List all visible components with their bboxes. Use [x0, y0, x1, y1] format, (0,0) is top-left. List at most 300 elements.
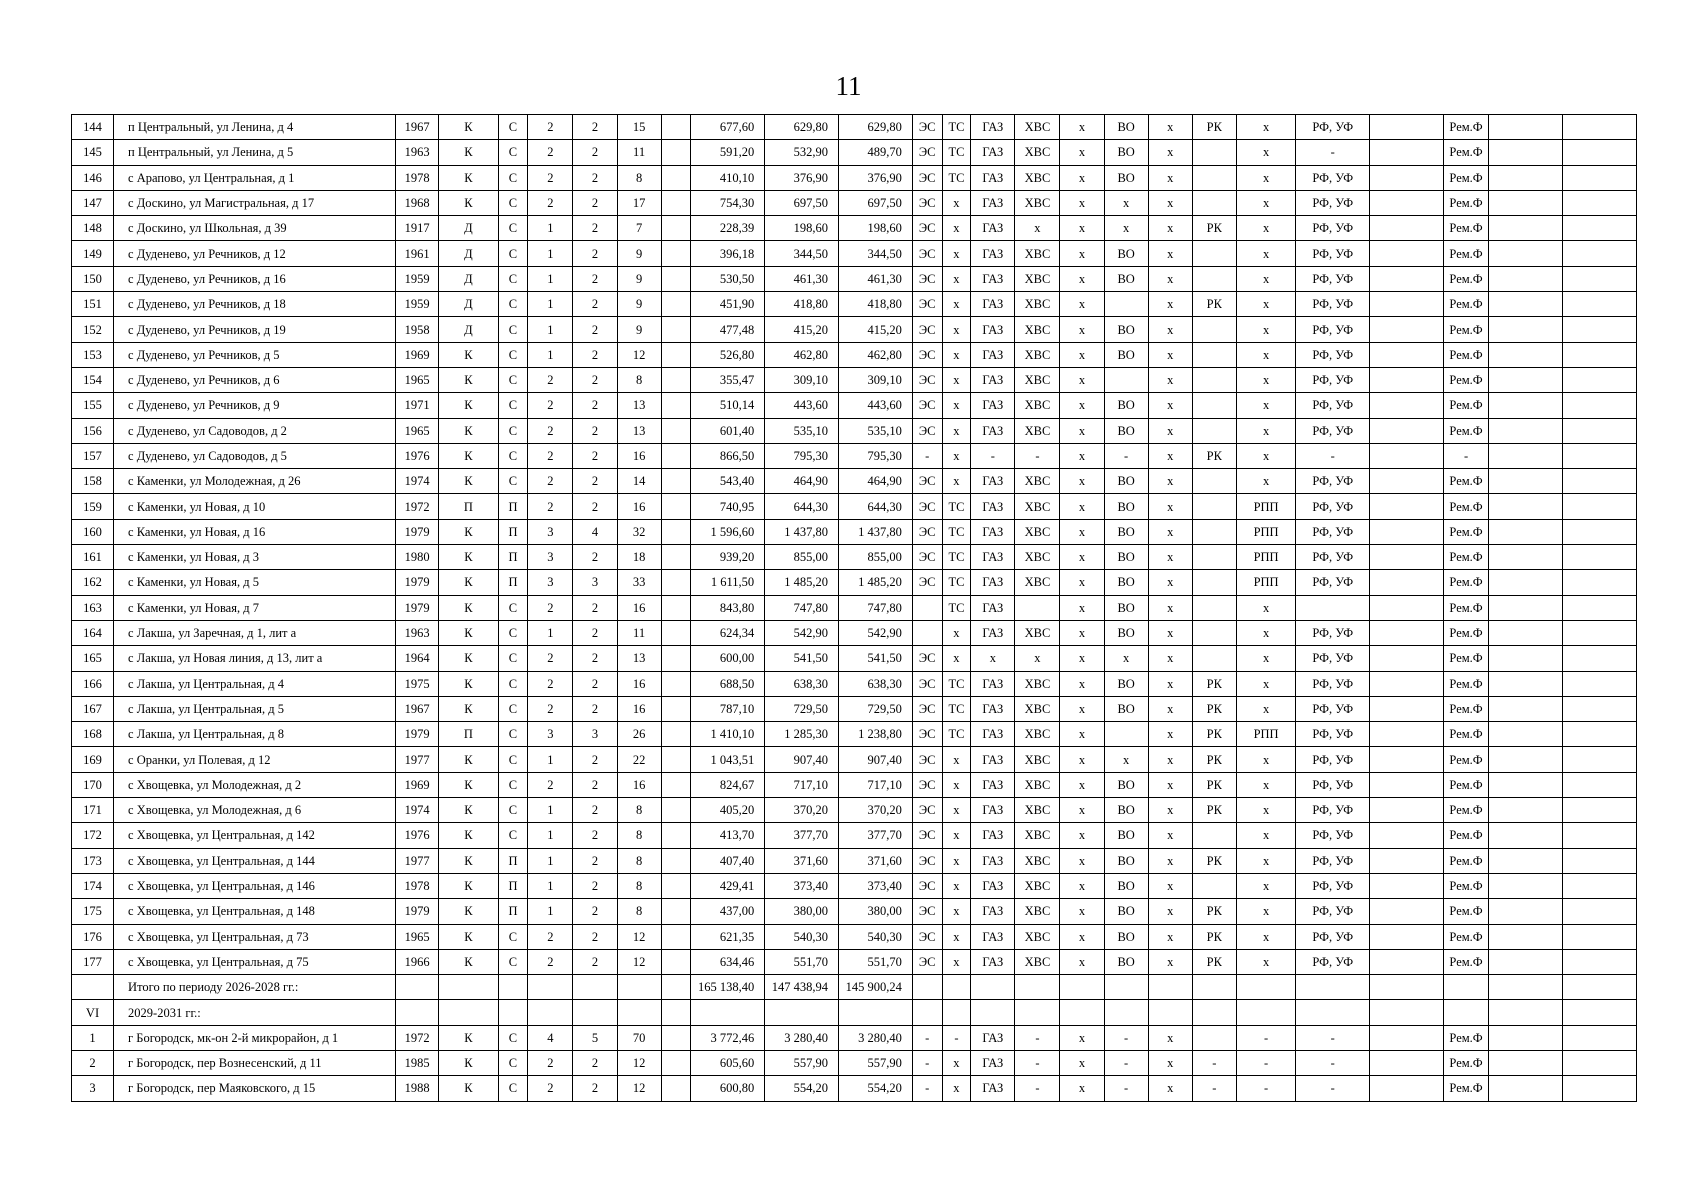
table-cell: ХВС	[1015, 418, 1060, 443]
table-cell	[661, 848, 691, 873]
table-cell: П	[498, 899, 528, 924]
table-cell: х	[1060, 266, 1104, 291]
table-cell: 309,10	[839, 367, 913, 392]
table-cell: Д	[439, 292, 498, 317]
table-cell: РФ, УФ	[1296, 873, 1370, 898]
table-cell	[528, 975, 573, 1000]
table-cell: ЭС	[912, 646, 942, 671]
table-cell: ТС	[942, 545, 971, 570]
table-cell: К	[439, 165, 498, 190]
address-cell: п Центральный, ул Ленина, д 5	[114, 140, 396, 165]
table-cell: ЭС	[912, 494, 942, 519]
table-cell: Рем.Ф	[1443, 620, 1488, 645]
table-cell: К	[439, 899, 498, 924]
table-cell: х	[1236, 772, 1295, 797]
address-cell: с Дуденево, ул Речников, д 16	[114, 266, 396, 291]
table-cell: РК	[1192, 798, 1236, 823]
table-cell	[1489, 545, 1563, 570]
table-cell	[1562, 190, 1636, 215]
table-cell	[765, 1000, 839, 1025]
row-number-cell: 162	[72, 570, 114, 595]
address-cell: с Каменки, ул Новая, д 10	[114, 494, 396, 519]
table-cell	[661, 241, 691, 266]
table-cell: К	[439, 595, 498, 620]
table-cell: ХВС	[1015, 747, 1060, 772]
table-cell: ВО	[1104, 165, 1148, 190]
table-cell: 2	[573, 620, 617, 645]
table-cell: Рем.Ф	[1443, 646, 1488, 671]
table-cell: 3	[573, 722, 617, 747]
table-cell	[1370, 469, 1444, 494]
table-cell: х	[1236, 190, 1295, 215]
table-cell: -	[1015, 1050, 1060, 1075]
table-cell: х	[942, 899, 971, 924]
table-row	[72, 342, 1637, 367]
table-cell: х	[1060, 545, 1104, 570]
table-cell: 12	[617, 949, 661, 974]
table-cell: х	[1060, 924, 1104, 949]
table-cell: 824,67	[691, 772, 765, 797]
table-cell: Рем.Ф	[1443, 899, 1488, 924]
table-cell: Рем.Ф	[1443, 595, 1488, 620]
table-cell: ВО	[1104, 696, 1148, 721]
table-cell: ТС	[942, 595, 971, 620]
table-cell: 451,90	[691, 292, 765, 317]
address-cell: с Хвощевка, ул Центральная, д 73	[114, 924, 396, 949]
table-cell: 2	[573, 747, 617, 772]
table-cell: 405,20	[691, 798, 765, 823]
table-cell: 866,50	[691, 443, 765, 468]
table-cell	[1370, 873, 1444, 898]
table-cell	[1489, 317, 1563, 342]
row-number-cell: 148	[72, 216, 114, 241]
table-cell: С	[498, 949, 528, 974]
table-cell: РФ, УФ	[1296, 823, 1370, 848]
address-cell: с Дуденево, ул Речников, д 12	[114, 241, 396, 266]
table-row	[72, 595, 1637, 620]
table-cell: С	[498, 393, 528, 418]
table-cell: 16	[617, 671, 661, 696]
table-cell: 2	[573, 317, 617, 342]
table-cell	[661, 216, 691, 241]
table-cell: Рем.Ф	[1443, 1050, 1488, 1075]
table-cell	[661, 798, 691, 823]
table-cell: х	[1236, 848, 1295, 873]
table-cell: Рем.Ф	[1443, 671, 1488, 696]
table-cell	[439, 1000, 498, 1025]
table-cell	[1562, 873, 1636, 898]
table-cell: -	[1236, 1025, 1295, 1050]
table-cell: ЭС	[912, 241, 942, 266]
table-cell: 535,10	[765, 418, 839, 443]
table-cell: ЭС	[912, 519, 942, 544]
table-cell: Рем.Ф	[1443, 924, 1488, 949]
table-cell: 591,20	[691, 140, 765, 165]
table-cell: 198,60	[765, 216, 839, 241]
table-cell: 462,80	[839, 342, 913, 367]
table-cell: х	[1060, 317, 1104, 342]
table-cell: ЭС	[912, 545, 942, 570]
table-cell: х	[942, 949, 971, 974]
table-cell: -	[1296, 1025, 1370, 1050]
table-cell: 907,40	[765, 747, 839, 772]
table-cell: К	[439, 924, 498, 949]
table-cell	[1104, 1000, 1148, 1025]
table-cell: 532,90	[765, 140, 839, 165]
table-cell: 2	[528, 190, 573, 215]
table-cell	[1489, 266, 1563, 291]
table-cell: 855,00	[765, 545, 839, 570]
table-cell: 2	[573, 393, 617, 418]
table-cell	[1370, 1076, 1444, 1101]
table-cell	[396, 1000, 439, 1025]
table-cell: К	[439, 772, 498, 797]
table-cell	[1562, 772, 1636, 797]
table-cell	[1489, 1050, 1563, 1075]
table-cell: 2	[573, 292, 617, 317]
table-cell: х	[1060, 418, 1104, 443]
table-cell: ХВС	[1015, 292, 1060, 317]
table-cell: К	[439, 823, 498, 848]
table-cell: 370,20	[839, 798, 913, 823]
table-cell	[839, 1000, 913, 1025]
table-cell	[1562, 443, 1636, 468]
table-cell: ВО	[1104, 115, 1148, 140]
table-cell: 1	[528, 266, 573, 291]
table-cell: 4	[573, 519, 617, 544]
table-cell: 2	[528, 1076, 573, 1101]
table-cell	[661, 140, 691, 165]
table-cell: -	[1192, 1050, 1236, 1075]
table-cell: 377,70	[765, 823, 839, 848]
row-number-cell: 177	[72, 949, 114, 974]
table-cell: Рем.Ф	[1443, 469, 1488, 494]
table-cell	[1562, 848, 1636, 873]
row-number-cell: 175	[72, 899, 114, 924]
row-number-cell: 170	[72, 772, 114, 797]
table-cell: С	[498, 595, 528, 620]
table-cell: 1959	[396, 292, 439, 317]
table-cell	[1489, 570, 1563, 595]
table-cell: 8	[617, 165, 661, 190]
table-cell: х	[1236, 443, 1295, 468]
table-row	[72, 367, 1637, 392]
table-cell: К	[439, 545, 498, 570]
table-cell: 443,60	[765, 393, 839, 418]
table-cell: 1	[528, 292, 573, 317]
table-cell: Рем.Ф	[1443, 722, 1488, 747]
table-cell: 2	[573, 469, 617, 494]
table-cell	[1192, 342, 1236, 367]
table-cell: 535,10	[839, 418, 913, 443]
table-cell	[1489, 165, 1563, 190]
table-cell	[661, 671, 691, 696]
table-cell: РФ, УФ	[1296, 570, 1370, 595]
table-cell: ХВС	[1015, 924, 1060, 949]
table-cell: 9	[617, 317, 661, 342]
table-cell: 2	[528, 469, 573, 494]
table-cell	[661, 418, 691, 443]
table-cell: 13	[617, 418, 661, 443]
table-cell: 1977	[396, 848, 439, 873]
table-cell	[1489, 1076, 1563, 1101]
table-cell	[1489, 620, 1563, 645]
table-cell: х	[1060, 722, 1104, 747]
table-cell: 1958	[396, 317, 439, 342]
table-cell: ГАЗ	[971, 1025, 1015, 1050]
table-cell: 644,30	[765, 494, 839, 519]
table-cell	[1489, 747, 1563, 772]
table-cell: 22	[617, 747, 661, 772]
table-cell: х	[1148, 671, 1192, 696]
address-cell: с Дуденево, ул Речников, д 19	[114, 317, 396, 342]
table-cell: х	[1060, 646, 1104, 671]
table-cell: К	[439, 798, 498, 823]
table-cell	[661, 899, 691, 924]
table-cell: 9	[617, 266, 661, 291]
table-cell: 530,50	[691, 266, 765, 291]
table-cell: ЭС	[912, 165, 942, 190]
table-cell: 3	[528, 570, 573, 595]
table-cell: -	[1296, 443, 1370, 468]
table-cell	[661, 570, 691, 595]
table-cell: 2	[573, 140, 617, 165]
table-cell: х	[1148, 342, 1192, 367]
row-number-cell: 144	[72, 115, 114, 140]
table-cell: ХВС	[1015, 570, 1060, 595]
table-cell: ГАЗ	[971, 519, 1015, 544]
table-cell	[1192, 317, 1236, 342]
address-cell: с Дуденево, ул Садоводов, д 5	[114, 443, 396, 468]
table-cell: 413,70	[691, 823, 765, 848]
table-cell: ТС	[942, 140, 971, 165]
table-cell: 8	[617, 798, 661, 823]
table-cell	[1562, 266, 1636, 291]
table-cell	[1489, 873, 1563, 898]
table-cell: х	[942, 292, 971, 317]
table-cell: РФ, УФ	[1296, 190, 1370, 215]
table-cell: 2	[573, 595, 617, 620]
table-row	[72, 646, 1637, 671]
table-cell: -	[912, 1050, 942, 1075]
table-cell: 376,90	[839, 165, 913, 190]
table-row	[72, 115, 1637, 140]
table-cell: х	[1015, 646, 1060, 671]
table-cell: 198,60	[839, 216, 913, 241]
table-cell: 1980	[396, 545, 439, 570]
table-cell: ХВС	[1015, 342, 1060, 367]
table-cell: РК	[1192, 216, 1236, 241]
address-cell: с Каменки, ул Молодежная, д 26	[114, 469, 396, 494]
table-cell	[1148, 975, 1192, 1000]
address-cell: с Хвощевка, ул Центральная, д 142	[114, 823, 396, 848]
table-cell: -	[1104, 443, 1148, 468]
table-cell: ХВС	[1015, 545, 1060, 570]
table-cell: 2	[573, 545, 617, 570]
table-cell	[1370, 519, 1444, 544]
table-cell: Рем.Ф	[1443, 342, 1488, 367]
table-cell	[661, 1076, 691, 1101]
table-cell: ЭС	[912, 115, 942, 140]
table-cell: РФ, УФ	[1296, 747, 1370, 772]
table-cell: РФ, УФ	[1296, 367, 1370, 392]
table-row	[72, 873, 1637, 898]
table-cell: х	[1236, 266, 1295, 291]
table-cell: -	[1015, 1076, 1060, 1101]
table-cell: 16	[617, 696, 661, 721]
table-cell: К	[439, 393, 498, 418]
table-cell: ЭС	[912, 190, 942, 215]
table-cell: РФ, УФ	[1296, 848, 1370, 873]
table-cell: ВО	[1104, 418, 1148, 443]
table-cell	[1192, 646, 1236, 671]
table-cell: 1976	[396, 443, 439, 468]
table-cell: 2	[528, 949, 573, 974]
table-cell: 1	[528, 317, 573, 342]
table-cell: ВО	[1104, 798, 1148, 823]
table-cell: ХВС	[1015, 115, 1060, 140]
table-cell	[1562, 292, 1636, 317]
table-cell: х	[1236, 393, 1295, 418]
table-cell: х	[1148, 317, 1192, 342]
table-cell: ХВС	[1015, 823, 1060, 848]
table-cell: 2	[573, 342, 617, 367]
table-cell: ТС	[942, 671, 971, 696]
table-cell: х	[1148, 1050, 1192, 1075]
table-cell	[1489, 975, 1563, 1000]
table-cell: 1 437,80	[765, 519, 839, 544]
table-cell: 355,47	[691, 367, 765, 392]
table-cell: ХВС	[1015, 140, 1060, 165]
table-cell	[1192, 873, 1236, 898]
table-cell: х	[1236, 949, 1295, 974]
table-cell: 1968	[396, 190, 439, 215]
table-cell: Рем.Ф	[1443, 367, 1488, 392]
table-cell	[661, 1050, 691, 1075]
table-cell: Рем.Ф	[1443, 570, 1488, 595]
table-cell: 605,60	[691, 1050, 765, 1075]
table-cell	[661, 620, 691, 645]
table-cell: РФ, УФ	[1296, 165, 1370, 190]
table-cell: П	[498, 570, 528, 595]
table-cell: х	[1236, 418, 1295, 443]
table-cell	[1489, 1000, 1563, 1025]
table-row	[72, 772, 1637, 797]
table-cell: ГАЗ	[971, 823, 1015, 848]
table-cell	[661, 165, 691, 190]
address-cell: с Дуденево, ул Речников, д 5	[114, 342, 396, 367]
table-cell: х	[1148, 595, 1192, 620]
table-cell: 717,10	[839, 772, 913, 797]
table-cell: 309,10	[765, 367, 839, 392]
table-cell: 1963	[396, 620, 439, 645]
table-cell	[1489, 292, 1563, 317]
table-row	[72, 241, 1637, 266]
table-cell: х	[1236, 216, 1295, 241]
table-cell	[1562, 671, 1636, 696]
table-cell: Рем.Ф	[1443, 393, 1488, 418]
table-cell	[1370, 1050, 1444, 1075]
address-cell: с Арапово, ул Центральная, д 1	[114, 165, 396, 190]
table-cell	[1192, 545, 1236, 570]
table-cell	[661, 747, 691, 772]
table-cell: х	[1060, 1076, 1104, 1101]
table-cell: К	[439, 367, 498, 392]
table-cell: Рем.Ф	[1443, 772, 1488, 797]
table-cell: 1 043,51	[691, 747, 765, 772]
table-cell: 1963	[396, 140, 439, 165]
row-number-cell: VI	[72, 1000, 114, 1025]
table-cell: х	[1060, 696, 1104, 721]
address-cell: с Дуденево, ул Речников, д 9	[114, 393, 396, 418]
table-cell: К	[439, 1076, 498, 1101]
table-cell: 1966	[396, 949, 439, 974]
table-cell	[661, 595, 691, 620]
table-row	[72, 747, 1637, 772]
table-cell: х	[1236, 747, 1295, 772]
row-number-cell: 2	[72, 1050, 114, 1075]
table-cell	[1489, 772, 1563, 797]
table-cell: 540,30	[839, 924, 913, 949]
table-cell: РФ, УФ	[1296, 899, 1370, 924]
table-cell: ГАЗ	[971, 469, 1015, 494]
table-cell: ГАЗ	[971, 494, 1015, 519]
table-cell: 1979	[396, 519, 439, 544]
table-cell: 629,80	[765, 115, 839, 140]
table-cell: 2	[573, 266, 617, 291]
row-number-cell: 164	[72, 620, 114, 645]
table-cell: 8	[617, 848, 661, 873]
table-cell	[1370, 266, 1444, 291]
table-cell: х	[1060, 140, 1104, 165]
table-cell: ЭС	[912, 342, 942, 367]
table-cell: П	[439, 494, 498, 519]
table-cell: ТС	[942, 696, 971, 721]
table-cell: ЭС	[912, 216, 942, 241]
table-cell: ВО	[1104, 873, 1148, 898]
table-cell: 1	[528, 342, 573, 367]
table-cell	[1370, 443, 1444, 468]
table-cell: 740,95	[691, 494, 765, 519]
table-cell: 624,34	[691, 620, 765, 645]
table-cell	[1489, 342, 1563, 367]
row-number-cell: 167	[72, 696, 114, 721]
table-cell: х	[1148, 570, 1192, 595]
table-cell	[1562, 115, 1636, 140]
table-cell: х	[1236, 469, 1295, 494]
table-cell: 2	[573, 367, 617, 392]
table-cell: 2	[573, 216, 617, 241]
table-cell: х	[1060, 190, 1104, 215]
table-cell: 462,80	[765, 342, 839, 367]
table-cell: ХВС	[1015, 266, 1060, 291]
table-cell: С	[498, 924, 528, 949]
address-cell: с Хвощевка, ул Центральная, д 146	[114, 873, 396, 898]
table-cell: 145 900,24	[839, 975, 913, 1000]
address-cell: с Оранки, ул Полевая, д 12	[114, 747, 396, 772]
table-cell: ЭС	[912, 873, 942, 898]
table-cell: х	[1060, 292, 1104, 317]
table-cell: К	[439, 671, 498, 696]
table-cell	[661, 469, 691, 494]
table-cell: х	[1148, 367, 1192, 392]
table-cell	[1192, 418, 1236, 443]
table-cell: ТС	[942, 519, 971, 544]
table-cell: 396,18	[691, 241, 765, 266]
table-cell: -	[1104, 1076, 1148, 1101]
address-cell: с Лакша, ул Заречная, д 1, лит а	[114, 620, 396, 645]
table-cell	[1562, 1025, 1636, 1050]
